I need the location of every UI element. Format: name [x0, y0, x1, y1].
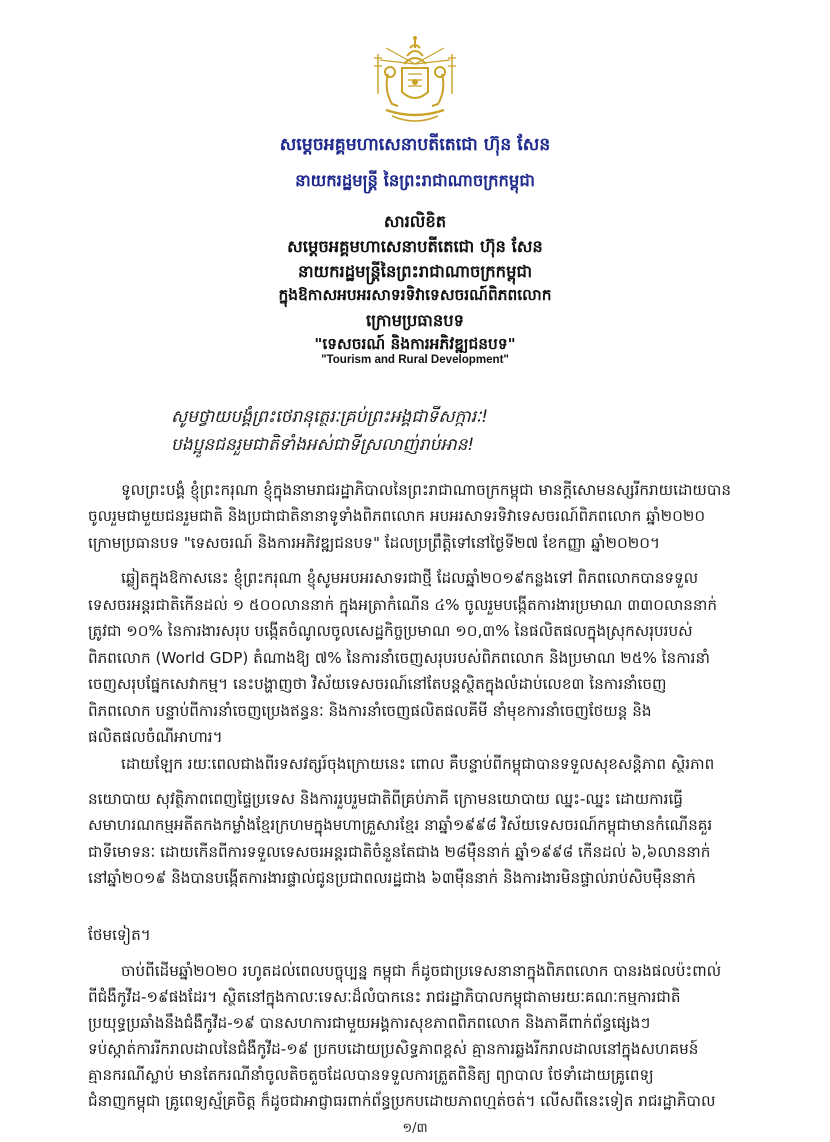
- body-line: នយោបាយ សុវត្ថិភាពពេញផ្ទៃប្រទេស និងការរួបរួមជាតិពីគ្រប់ភាគី ក្រោមនយោបាយ ឈ្នះ-ឈ្នះ ដោយការធ្វើ: [88, 790, 683, 808]
- body-line: ដោយឡែក រយៈពេលជាងពីរទសវត្សរ៍ចុងក្រោយនេះ ពោល គឺបន្ទាប់ពីកម្ពុជាបានទទួលសុខសន្តិភាព ស្ថិរភាព: [121, 755, 715, 773]
- royal-emblem-icon: [366, 34, 464, 128]
- body-line: ចូលរួមជាមួយជនរួមជាតិ និងប្រជាជាតិនានាទូទាំងពិភពលោក អបអរសាទរទិវាទេសចរណ៍ពិភពលោក ឆ្នាំ២០២០: [88, 507, 706, 525]
- title-line: ក្រោមប្រធានបទ: [365, 311, 465, 330]
- body-line: ជំនាញកម្ពុជា គ្រូពេទ្យស្ម័គ្រចិត្ត ក៏ដូចជាអាជ្ញាធរពាក់ព័ន្ធប្រកបដោយភាពហ្មត់ចត់។ លើសពីនេះទៀត រាជរដ្ឋាភិបាល: [88, 1092, 716, 1110]
- body-line: ពិភពលោក (World GDP) តំណាងឱ្យ ៧% នៃការនាំចេញសរុបរបស់ពិភពលោក និងប្រមាណ ២៥% នៃការនាំ: [88, 649, 710, 667]
- title-line: សម្តេចអគ្គមហាសេនាបតីតេជោ ហ៊ុន សែន: [287, 237, 543, 256]
- body-line: ពិភពលោក បន្ទាប់ពីការនាំចេញប្រេងឥន្ធនៈ និងការនាំចេញផលិតផលគីមី នាំមុខការនាំចេញថែយន្ត និង: [88, 702, 652, 720]
- title-theme-english: "Tourism and Rural Development": [321, 354, 509, 366]
- body-line: ជាទីមោទនៈ ដោយកើនពីការទទួលទេសចរអន្តរជាតិចំនួនតែជាង ២៨ម៉ឺននាក់ ឆ្នាំ១៩៩៨ កើនដល់ ៦,៦លាននាក់: [88, 843, 711, 861]
- greeting-line: សូមថ្វាយបង្គំព្រះថេរានុត្ថេរៈគ្រប់ព្រះអង្គជាទីសក្ការៈ!: [171, 407, 489, 427]
- body-line: នៅឆ្នាំ២០១៩ និងបានបង្កើតការងារផ្ទាល់ជូនប្រជាពលរដ្ឋជាង ៦៣ម៉ឺននាក់ និងការងារមិនផ្ទាល់រាប់សិបម៉ឺននាក់: [88, 869, 696, 887]
- body-line: ប្រយុទ្ធប្រឆាំងនឹងជំងឺកូវីដ-១៩ បានសហការជាមួយអង្គការសុខភាពពិភពលោក និងភាគីពាក់ព័ន្ធផ្សេងៗ: [88, 1014, 651, 1032]
- body-line: ពីជំងឺកូវីដ-១៩ផងដែរ។ ស្ថិតនៅក្នុងកាលៈទេសៈដ៏លំបាកនេះ រាជរដ្ឋាភិបាលកម្ពុជាតាមរយៈគណៈកម្មការជាតិ: [88, 988, 681, 1006]
- body-line: ត្រូវជា ១០% នៃការងារសរុប បង្កើតចំណូលចូលសេដ្ឋកិច្ចប្រមាណ ១០,៣% នៃផលិតផលក្នុងស្រុកសរុបរបស់: [88, 622, 693, 640]
- title-line: នាយករដ្ឋមន្ត្រីនៃព្រះរាជាណាចក្រកម្ពុជា: [297, 262, 533, 281]
- body-line: ក្រោមប្រធានបទ "ទេសចរណ៍ និងការអភិវឌ្ឍជនបទ" ដែលប្រព្រឹត្តិទៅនៅថ្ងៃទី២៧ ខែកញ្ញា ឆ្នាំ២០២០។: [88, 534, 660, 552]
- body-line: ទូលព្រះបង្គំ ខ្ញុំព្រះករុណា ខ្ញុំក្នុងនាមរាជរដ្ឋាភិបាលនៃព្រះរាជាណាចក្រកម្ពុជា មានក្តីសោមនស្សរីករាយដោយបាន: [121, 481, 731, 499]
- body-line: ផលិតផលចំណីអាហារ។: [88, 728, 223, 746]
- body-line: ថែមទៀត។: [88, 926, 151, 944]
- title-line: សារលិខិត: [383, 212, 447, 231]
- body-line: ទប់ស្កាត់ការរីករាលដាលនៃជំងឺកូវីដ-១៩ ប្រកបដោយប្រសិទ្ធភាពខ្ពស់ គ្មានការឆ្លងរីករាលដាលនៅក្នុងសហគមន៍: [88, 1040, 699, 1058]
- body-line: ឆ្លៀតក្នុងឱកាសនេះ ខ្ញុំព្រះករុណា ខ្ញុំសូមអបអរសាទរជាថ្មី ដែលឆ្នាំ២០១៩កន្លងទៅ ពិភពលោកបានទទួល: [121, 569, 699, 587]
- body-line: ចាប់ពីដើមឆ្នាំ២០២០ រហូតដល់ពេលបច្ចុប្បន្ន កម្ពុជា ក៏ដូចជាប្រទេសនានាក្នុងពិភពលោក បានរងផលប៉ះពាល់: [121, 962, 722, 980]
- title-line: ក្នុងឱកាសអបអរសាទរទិវាទេសចរណ៍ពិភពលោក: [278, 286, 552, 304]
- body-line: គ្មានករណីស្លាប់ មានតែករណីនាំចូលតិចតួចដែលបានទទួលការត្រួតពិនិត្យ ព្យាបាល ថែទាំដោយគ្រូពេទ្យ: [88, 1066, 654, 1084]
- body-line: ទេសចរអន្តរជាតិកើនដល់ ១ ៥០០លាននាក់ ក្នុងអត្រាកំណើន ៤% ចូលរួមបង្កើតការងារប្រមាណ ៣៣០លាននាក់: [88, 596, 718, 614]
- greeting-line: បងប្អូនជនរួមជាតិទាំងអស់ជាទីស្រលាញ់រាប់អាន!: [171, 435, 475, 455]
- title-theme-khmer: "ទេសចរណ៍ និងការអភិវឌ្ឍជនបទ": [314, 335, 516, 353]
- body-line: សមាហរណកម្មអតីតកងកម្លាំងខ្មែរក្រហមក្នុងមហាគ្រួសារខ្មែរ នាឆ្នាំ១៩៩៨ វិស័យទេសចរណ៍កម្ពុជាមានកំណើនគួរ: [88, 816, 713, 834]
- sender-position-header: នាយករដ្ឋមន្ត្រី នៃព្រះរាជាណាចក្រកម្ពុជា: [295, 171, 535, 190]
- sender-name-header: សម្តេចអគ្គមហាសេនាបតីតេជោ ហ៊ុន សែន: [279, 135, 551, 155]
- body-line: ចេញសរុបផ្នែកសេវាកម្ម។ នេះបង្ហាញថា វិស័យទេសចរណ៍នៅតែបន្តស្ថិតក្នុងលំដាប់លេខ៣ នៃការនាំចេញ: [88, 675, 667, 693]
- page-number: ១/៣: [402, 1121, 428, 1136]
